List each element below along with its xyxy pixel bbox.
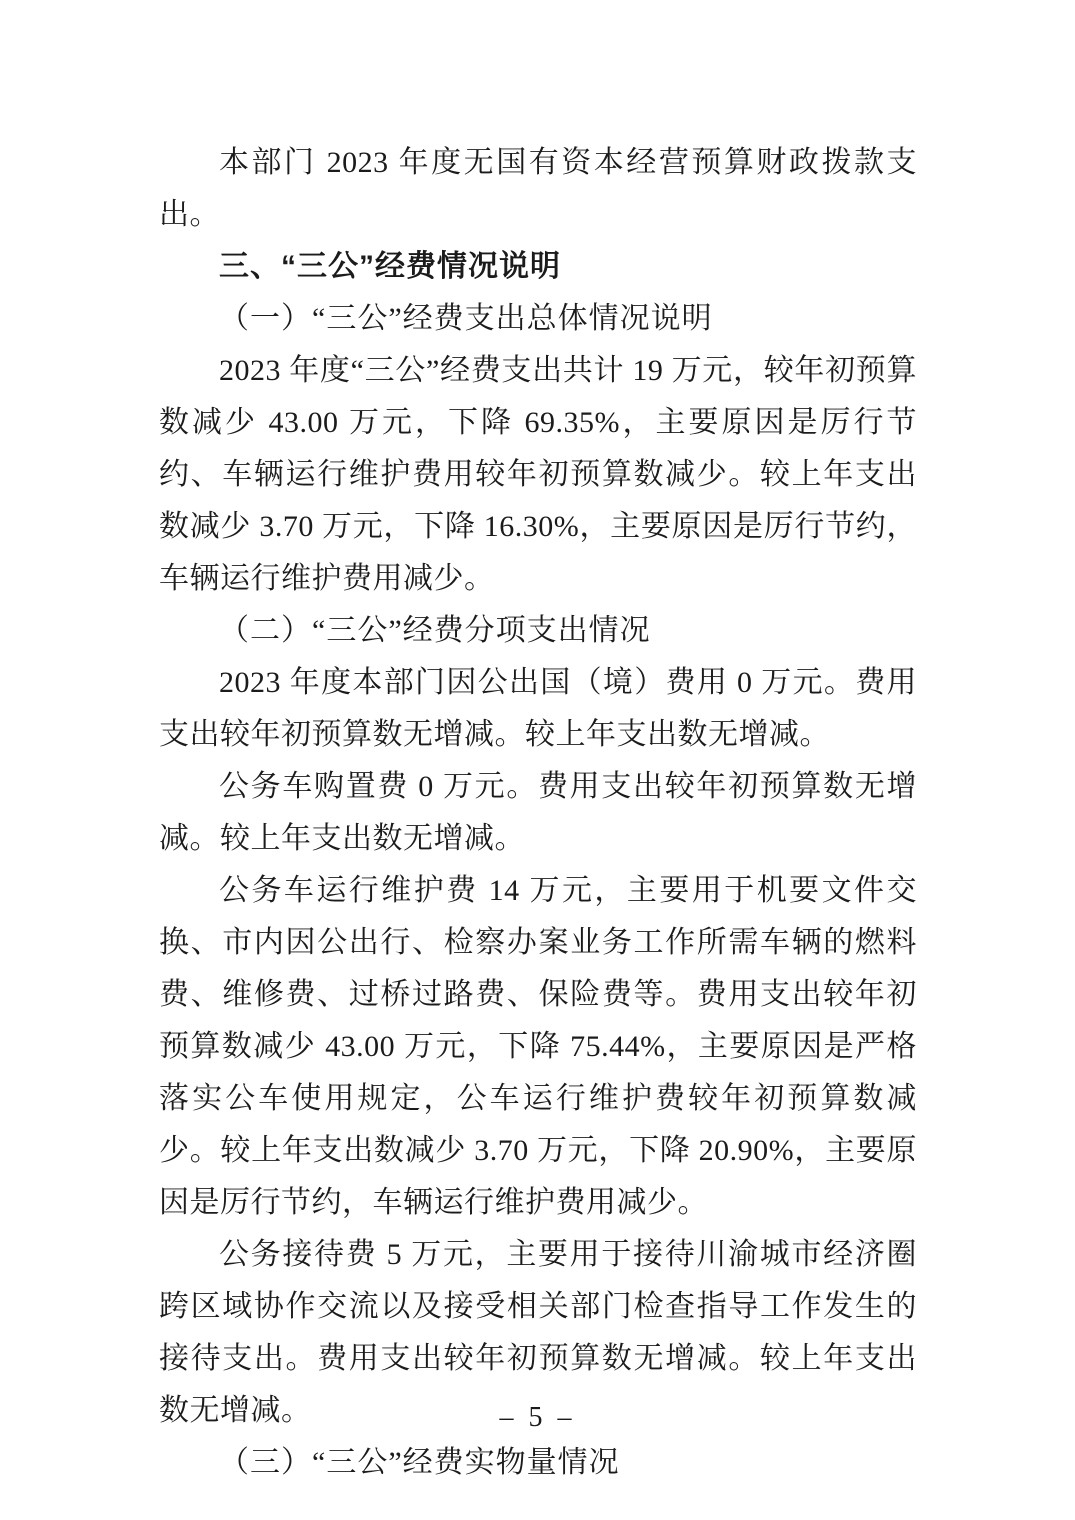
paragraph-overall-expenditure-detail: 2023 年度“三公”经费支出共计 19 万元，较年初预算数减少 43.00 万元，下降 69.35%，主要原因是厉行节约、车辆运行维护费用较年初预算数减少。较上年支出数减少 3.70 万元，下降 16.30%，主要原因是厉行节约，车辆运行维护费用减少。 [159, 354, 917, 595]
subsection-heading-itemized-expenditure: （二）“三公”经费分项支出情况 [219, 614, 651, 647]
paragraph-state-capital-expenditure: 本部门 2023 年度无国有资本经营预算财政拨款支出。 [159, 146, 917, 231]
document-body [159, 137, 917, 1489]
paragraph-official-reception-expense: 公务接待费 5 万元，主要用于接待川渝城市经济圈跨区域协作交流以及接受相关部门检查指导工作发生的接待支出。费用支出较年初预算数无增减。较上年支出数无增减。 [159, 1238, 917, 1427]
paragraph-vehicle-operation-expense: 公务车运行维护费 14 万元，主要用于机要文件交换、市内因公出行、检察办案业务工作所需车辆的燃料费、维修费、过桥过路费、保险费等。费用支出较年初预算数减少 43.00 万元，下降 75.44%，主要原因是严格落实公车使用规定，公车运行维护费较年初预算数减少。较上年支出数减少 3.70 万元，下降 20.90%，主要原因是厉行节约，车辆运行维护费用减少。 [159, 874, 917, 1219]
subsection-heading-physical-quantity: （三）“三公”经费实物量情况 [219, 1446, 620, 1479]
paragraph-vehicle-purchase-expense: 公务车购置费 0 万元。费用支出较年初预算数无增减。较上年支出数无增减。 [159, 770, 917, 855]
section-heading-three-public-funds: 三、“三公”经费情况说明 [219, 250, 561, 283]
page-number: – 5 – [499, 1402, 576, 1433]
subsection-heading-overall-expenditure: （一）“三公”经费支出总体情况说明 [219, 302, 713, 335]
paragraph-overseas-travel-expense: 2023 年度本部门因公出国（境）费用 0 万元。费用支出较年初预算数无增减。较上年支出数无增减。 [159, 666, 917, 751]
